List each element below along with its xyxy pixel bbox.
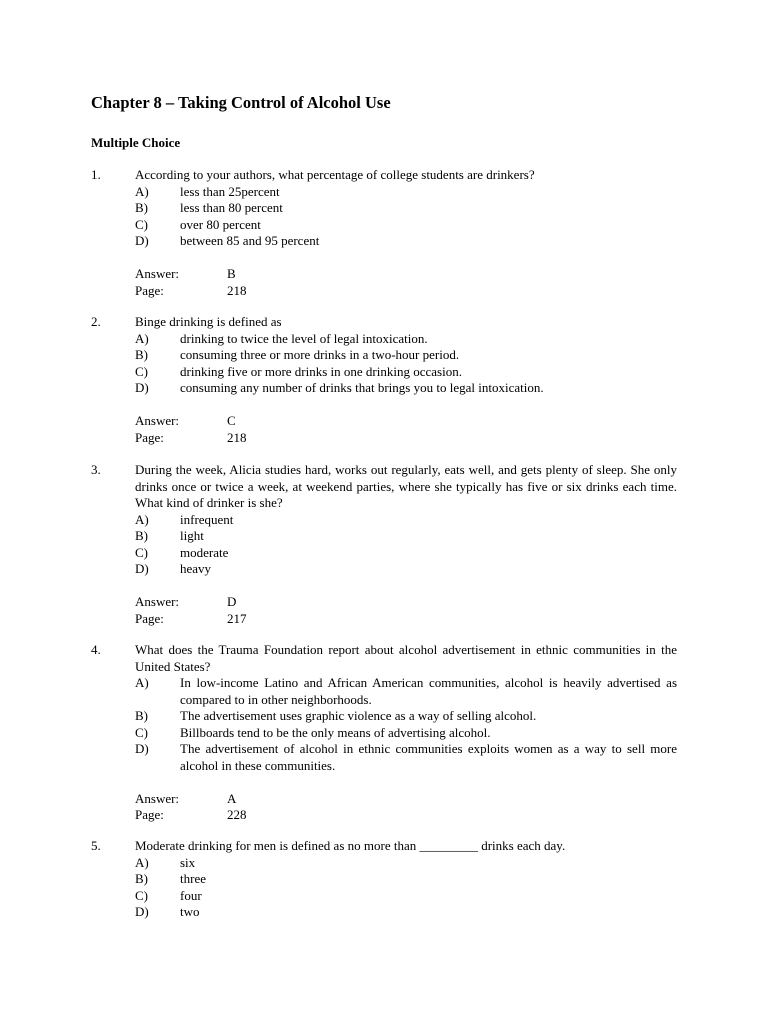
option-text: less than 25percent — [180, 183, 280, 199]
option-letter: D) — [135, 380, 149, 395]
answer-label: Answer: — [135, 266, 180, 281]
answer-value: B — [227, 266, 236, 281]
option-letter: A) — [135, 183, 149, 199]
option-b — [91, 528, 677, 545]
option-letter: D) — [135, 904, 149, 919]
answer-label: Answer: — [135, 790, 180, 806]
option-letter: D) — [135, 561, 149, 576]
option-text: between 85 and 95 percent — [180, 233, 320, 248]
option-text: consuming any number of drinks that brings you to legal intoxication. — [180, 380, 544, 395]
question-number: 3. — [91, 462, 101, 477]
spacer — [91, 397, 677, 414]
question-text: During the week, Alicia studies hard, works out regularly, eats well, and gets plenty of sleep. She only drinks once or twice a week, at weekend parties, where she typically has five or six drinks each time. What kind of drinker is she? — [135, 462, 677, 510]
option-letter: A) — [135, 511, 149, 527]
question-number: 5. — [91, 838, 101, 853]
page-line — [91, 807, 677, 824]
option-text: two — [180, 904, 200, 919]
page-value: 218 — [227, 429, 247, 445]
page-label: Page: — [135, 807, 164, 822]
option-c — [91, 217, 677, 234]
option-text: less than 80 percent — [180, 200, 283, 215]
option-c — [91, 364, 677, 381]
question-number: 1. — [91, 167, 101, 182]
option-text: The advertisement uses graphic violence as a way of selling alcohol. — [180, 708, 537, 723]
page-value: 217 — [227, 610, 247, 626]
answer-line — [91, 594, 677, 611]
option-a — [91, 184, 677, 201]
question-stem — [91, 642, 677, 675]
option-letter: B) — [135, 347, 148, 362]
option-d — [91, 380, 677, 397]
option-text: three — [180, 871, 206, 886]
option-a — [91, 512, 677, 529]
option-text: heavy — [180, 561, 212, 576]
question-text: According to your authors, what percentage of college students are drinkers? — [135, 167, 535, 182]
spacer — [91, 578, 677, 595]
answer-line — [91, 413, 677, 430]
spacer — [91, 250, 677, 267]
question-3 — [91, 462, 677, 627]
option-letter: C) — [135, 363, 148, 379]
answer-label: Answer: — [135, 594, 180, 609]
question-text: Moderate drinking for men is defined as no more than _________ drinks each day. — [135, 838, 566, 853]
question-stem — [91, 462, 677, 512]
option-letter: C) — [135, 216, 148, 232]
option-letter: B) — [135, 528, 148, 543]
option-letter: A) — [135, 330, 149, 346]
option-letter: B) — [135, 871, 148, 886]
option-letter: C) — [135, 544, 148, 560]
option-text: drinking to twice the level of legal intoxication. — [180, 330, 428, 346]
option-letter: B) — [135, 708, 148, 723]
page-label: Page: — [135, 610, 164, 626]
question-stem — [91, 838, 677, 855]
option-letter: A) — [135, 675, 149, 690]
option-text: drinking five or more drinks in one drinking occasion. — [180, 363, 462, 379]
question-text: Binge drinking is defined as — [135, 314, 282, 329]
chapter-title: Chapter 8 – Taking Control of Alcohol Use — [91, 93, 391, 112]
option-text: light — [180, 528, 204, 543]
option-letter: C) — [135, 887, 148, 903]
answer-line — [91, 266, 677, 283]
option-text: consuming three or more drinks in a two-hour period. — [180, 347, 460, 362]
option-d — [91, 741, 677, 774]
page-value: 218 — [227, 282, 247, 298]
option-a — [91, 331, 677, 348]
option-text: moderate — [180, 544, 229, 560]
answer-label: Answer: — [135, 413, 180, 428]
question-5 — [91, 838, 677, 921]
option-text: Billboards tend to be the only means of advertising alcohol. — [180, 724, 491, 740]
answer-value: C — [227, 413, 236, 428]
question-number: 2. — [91, 314, 101, 329]
option-text: In low-income Latino and African American communities, alcohol is heavily advertised as compared to in other neighborhoods. — [180, 675, 677, 707]
option-letter: D) — [135, 233, 149, 248]
option-d — [91, 561, 677, 578]
question-number: 4. — [91, 642, 101, 657]
option-b — [91, 871, 677, 888]
page-label: Page: — [135, 429, 164, 445]
option-d — [91, 233, 677, 250]
option-text: four — [180, 887, 202, 903]
option-text: six — [180, 854, 196, 870]
option-letter: D) — [135, 741, 149, 756]
option-b — [91, 200, 677, 217]
question-text: What does the Trauma Foundation report about alcohol advertisement in ethnic communities in the United States? — [135, 642, 677, 674]
question-2 — [91, 314, 677, 446]
option-b — [91, 347, 677, 364]
option-text: The advertisement of alcohol in ethnic communities exploits women as a way to sell more alcohol in these communities. — [180, 741, 677, 773]
page-value: 228 — [227, 807, 247, 822]
option-text: infrequent — [180, 511, 234, 527]
page-line — [91, 611, 677, 628]
option-c — [91, 888, 677, 905]
question-stem — [91, 167, 677, 184]
spacer — [91, 774, 677, 791]
option-b — [91, 708, 677, 725]
page-line — [91, 430, 677, 447]
question-4 — [91, 642, 677, 824]
option-letter: B) — [135, 200, 148, 215]
option-a — [91, 675, 677, 708]
option-a — [91, 855, 677, 872]
page-label: Page: — [135, 282, 164, 298]
option-c — [91, 545, 677, 562]
answer-line — [91, 791, 677, 808]
option-letter: A) — [135, 854, 149, 870]
question-1 — [91, 167, 677, 299]
option-d — [91, 904, 677, 921]
option-text: over 80 percent — [180, 216, 261, 232]
section-title: Multiple Choice — [91, 135, 181, 150]
answer-value: D — [227, 594, 237, 609]
option-c — [91, 725, 677, 742]
answer-value: A — [227, 790, 237, 806]
question-stem — [91, 314, 677, 331]
page-line — [91, 283, 677, 300]
option-letter: C) — [135, 724, 148, 740]
